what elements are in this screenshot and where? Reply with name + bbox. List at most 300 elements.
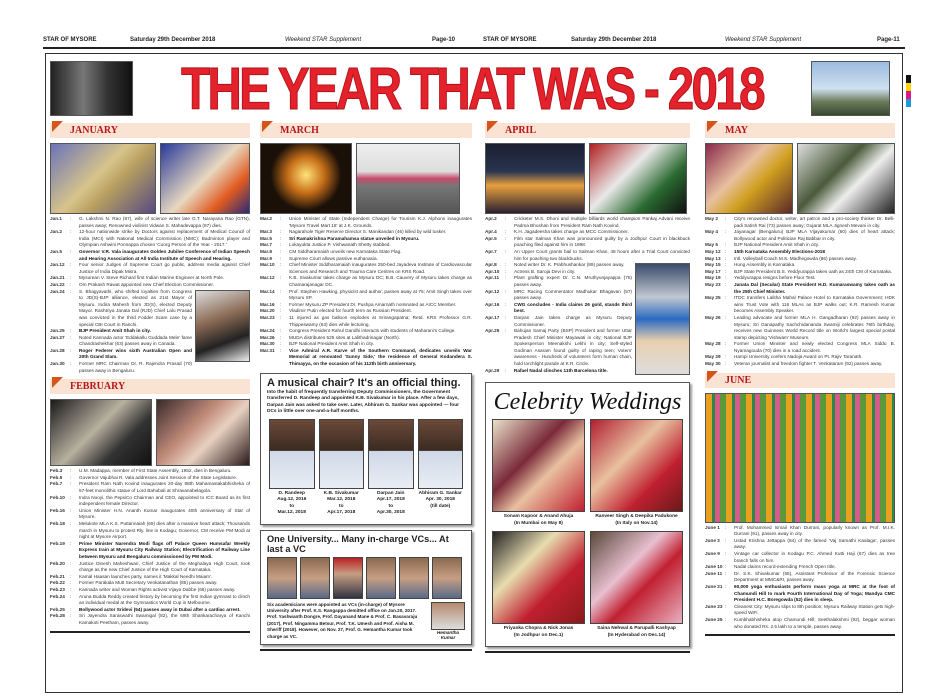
separator: : <box>725 551 727 557</box>
timeline-entry <box>705 525 895 538</box>
entry-date: Mar.24 <box>260 328 275 334</box>
couple-names: Sonam Kapoor & Anand Ahuja <box>503 514 574 520</box>
entry-date: Apr.10 <box>485 268 500 274</box>
separator: : <box>70 281 72 287</box>
paper-name: STAR OF MYSORE <box>43 37 97 43</box>
entry-date: Mar.10 <box>260 262 275 268</box>
dc-card <box>269 419 315 517</box>
flag-icon <box>52 377 63 388</box>
entry-date: May 30 <box>705 361 721 367</box>
musical-chair-box <box>260 373 472 525</box>
entry-text: Kamal Haasan launches party, names it 'Makkal Needhi Maiam'. <box>79 573 213 579</box>
entry-date: Feb.3 <box>50 468 63 474</box>
timeline-entry <box>705 256 895 263</box>
entry-text: Dr. S.K. Shivakumar (55), Assistant Professor of the Forensic Science Department at MMC&RI, passes away. <box>734 570 895 583</box>
separator: : <box>70 468 72 474</box>
entry-date: Mar.30 <box>260 341 275 347</box>
timeline-entry <box>50 475 250 482</box>
entry-text: Yeddyurappa resigns before Floor Test. <box>734 275 816 281</box>
timeline-entry <box>50 216 250 229</box>
separator: : <box>505 248 507 254</box>
separator: : <box>725 616 727 622</box>
month-label: JUNE <box>725 374 752 386</box>
vc-photo-hemantha <box>431 602 465 630</box>
box-title: Celebrity Weddings <box>493 389 682 416</box>
entry-text: MUDA distributes 525 sites at Lalithadrinagar (North). <box>289 334 400 340</box>
may-entries <box>705 216 895 368</box>
separator: : <box>725 537 727 543</box>
entry-text: Governor V.R. Vala inaugurates Golden Jubilee Conference of Indian Speech and Hearing Association at All India Institute of Speech and Hearing. <box>79 248 250 261</box>
flag-icon <box>487 121 498 132</box>
wedding-card <box>590 419 683 527</box>
wedding-card <box>590 531 683 639</box>
timeline-entry <box>50 328 192 335</box>
entry-text: Kannada writer and Woman Rights activist Vijaya Dabbe (66) passes away. <box>79 586 236 592</box>
timeline-entry <box>260 242 472 249</box>
entry-text: Leading advocate and former MLA H. Gangadharan (92) passes away in Mysuru; Sri Ganapathy Sachchidananda Swamiji celebrates 76th birthday, receives new Guinness World Record title on World's largest special postal stamp depicting 'Vishwam' Museum. <box>734 314 895 340</box>
may-photo-2 <box>797 143 895 214</box>
separator: : <box>725 281 727 287</box>
registration-mark <box>906 99 911 107</box>
separator: : <box>280 288 282 294</box>
separator: : <box>280 235 282 241</box>
may-photo-1 <box>705 143 793 214</box>
timeline-entry <box>50 275 250 282</box>
entry-date: May 28 <box>705 341 721 347</box>
separator: : <box>725 341 727 347</box>
timeline-entry <box>705 571 895 584</box>
timeline-entry <box>485 216 690 229</box>
timeline-entry <box>705 361 895 368</box>
header-rule <box>43 47 905 49</box>
entry-date: Jan.30 <box>50 361 65 367</box>
dc-to: (till date) <box>430 503 451 509</box>
separator: : <box>725 275 727 281</box>
entry-text: Noted writer Dr. K. Prabhushankar (89) passes away. <box>514 262 625 268</box>
timeline-entry <box>50 508 250 521</box>
separator: : <box>70 328 72 334</box>
entry-date: Jan.12 <box>50 262 65 268</box>
separator: : <box>70 347 72 353</box>
couple-photo <box>590 419 683 512</box>
entry-date: June 10 <box>705 564 723 570</box>
entry-text: MRC Racing Commentator Madhukar Bhagavan (57) passes away. <box>514 288 632 301</box>
box-body: Into the habit of frequently transferring Deputy Commissioners, the Government transferred D. Randeep and appointed K.B. Sivakumar in his place. After a few days, Darpan Jain was asked to take over. Later, Abhiram G. Sankar was appointed — four DCs in little over one-and-a-half months. <box>267 389 460 415</box>
timeline-entry <box>260 315 472 328</box>
entry-date: Jan.1 <box>50 216 62 221</box>
entry-text: S. Bhagyavathi, who shifted loyalties from Congress to JD(S)-BJP alliance, elected as 21st Mayor of Mysuru. Indira Mahesh from JD(S), elected Deputy Mayor. Rashtriya Janata Dal (RJD) Chief Lalu Prasad was convicted in the third Fodder Scam case by a special CBI Court in Ranchi. <box>79 288 192 327</box>
entry-date: Apr.8 <box>485 262 497 268</box>
entry-text: Governor Vajubhai R. Vala addresses Joint Session of the State Legislature. <box>79 474 237 480</box>
dc-card <box>368 419 414 517</box>
entry-date: Mar.16 <box>260 301 275 307</box>
timeline-entry <box>705 216 895 229</box>
entry-text: Congress President Rahul Gandhi interacts with students of Maharani's College. <box>289 328 456 334</box>
separator: : <box>505 301 507 307</box>
university-box <box>260 530 472 645</box>
timeline-entry <box>705 315 895 341</box>
entry-date: Mar.14 <box>260 288 275 294</box>
entry-date: May 13 <box>705 255 721 261</box>
entry-text: Nagarahole Tiger Reserve Director S. Manikandan (46) killed by wild tusker. <box>289 229 447 235</box>
timeline-entry <box>485 229 690 236</box>
entry-text: 15th Karnataka Assembly Elections-2018 <box>734 248 826 254</box>
timeline-entry <box>260 249 472 256</box>
separator: : <box>725 570 727 576</box>
column-may-june <box>705 123 895 636</box>
entry-text: Justice Dinesh Maheshwari, Chief Justice of the Meghalaya High Court, took charge as the new Chief Justice of the High Court of Karnataka. <box>79 560 250 573</box>
timeline-entry <box>50 613 250 626</box>
entry-text: Film star Salman Khan was pronounced guilty by a Jodhpur Court in blackbuck poaching filed against him in 1998. <box>514 235 690 248</box>
february-photo-2 <box>156 399 250 466</box>
april-photo-1 <box>485 143 585 214</box>
timeline-entry <box>705 564 895 571</box>
separator: : <box>505 328 507 334</box>
separator: : <box>505 216 507 221</box>
timeline-entry <box>260 229 472 236</box>
separator: : <box>280 347 282 353</box>
timeline-entry <box>50 587 250 594</box>
separator: : <box>70 216 72 221</box>
bottom-rule <box>260 649 472 651</box>
timeline-entry <box>50 249 250 262</box>
entry-date: Apr.2 <box>485 216 497 221</box>
timeline-entry <box>50 335 192 348</box>
separator: : <box>505 367 507 373</box>
separator: : <box>70 248 72 254</box>
timeline-entry <box>260 275 472 288</box>
separator: : <box>70 507 72 513</box>
month-header-june <box>705 373 895 388</box>
entry-date: Jan.21 <box>50 275 65 281</box>
entry-text: Vice Admiral A.R. Karve of the Southern Command, dedicates unveils War Memorial at renovated 'Sunny Side,' the residence of General Kodandera S. Thimayya, on the occasion of his 112th birth anniversary. <box>289 347 472 367</box>
timeline-entry <box>705 282 895 295</box>
separator: : <box>70 606 72 612</box>
entry-date: Feb.28 <box>50 613 65 619</box>
separator: : <box>280 308 282 314</box>
flag-icon <box>52 121 63 132</box>
timeline-entry <box>260 262 472 275</box>
entry-text: Melukote MLA K.S. Puttannaiah (69) dies after a massive heart attack; Thousands march in Mysuru to protest Rly. line in Kodagu; Governor, CM receive PM Modi at night at Mysore Airport. <box>79 521 250 540</box>
entry-date: Jan.2 <box>50 229 62 235</box>
entry-text: Supreme Court allows passive euthanasia. <box>289 255 378 261</box>
nadal-photo <box>635 263 690 375</box>
flag-icon <box>262 121 273 132</box>
separator: : <box>505 275 507 281</box>
timeline-entry <box>50 348 192 361</box>
entry-text: BJP National President Amit Shah in city. <box>289 341 375 347</box>
title-photo-right <box>811 61 890 116</box>
entry-date: Feb.25 <box>50 606 65 612</box>
timeline-entry <box>50 521 250 541</box>
column-march <box>260 123 472 651</box>
timeline-entry <box>260 302 472 309</box>
entry-date: Mar.7 <box>260 242 272 248</box>
separator: : <box>70 540 72 546</box>
entry-date: Mar.5 <box>260 235 272 241</box>
bottom-rule <box>485 651 690 653</box>
entry-text: Four senior Judges of Supreme Court go public, address media against Chief Justice of India Dipak Misra. <box>79 262 250 274</box>
timeline-entry <box>705 584 895 604</box>
entry-text: Lokayukta Justice P. Vishwanath Shetty stabbed. <box>289 242 391 248</box>
page-number: Page-10 <box>432 37 456 43</box>
entry-text: Vladimir Putin elected for fourth term as Russian President. <box>289 308 412 314</box>
vc-photo <box>267 557 297 599</box>
month-header-march <box>260 123 472 138</box>
january-photo-2 <box>160 143 250 214</box>
timeline-entry <box>705 604 895 617</box>
separator: : <box>70 580 72 586</box>
timeline-entry <box>50 229 250 249</box>
dc-name: Abhiram G. Sankar <box>418 490 462 496</box>
flag-icon <box>707 121 718 132</box>
vc-photo <box>399 557 429 599</box>
dc-card <box>418 419 464 517</box>
timeline-entry <box>705 341 895 354</box>
timeline-entry <box>50 468 250 475</box>
entry-date: June 21 <box>705 584 723 589</box>
dc-to: Apr.17, 2018 <box>327 510 356 516</box>
entry-text: Roger Federer wins sixth Australian Open and 20th Grand Slam. <box>79 347 192 360</box>
separator: : <box>70 593 72 599</box>
entry-text: BJP State President B.S. Yeddyurappa takes oath as 24th CM of Karnataka. <box>734 268 893 274</box>
separator: : <box>725 216 727 221</box>
dc-photo <box>418 419 464 489</box>
entry-text: Mysurean V. Steve Richard first Indian Marine Engineer at North Pole. <box>79 275 225 281</box>
separator: : <box>280 229 282 235</box>
entry-date: Mar.9 <box>260 255 272 261</box>
separator: : <box>280 242 282 248</box>
timeline-entry <box>705 617 895 630</box>
separator: : <box>70 474 72 480</box>
february-entries <box>50 468 250 626</box>
separator: : <box>725 603 727 609</box>
timeline-entry <box>260 341 472 348</box>
timeline-entry <box>50 289 192 329</box>
entry-text: Cleanest City: Mysuru slips to 8th position; Mysuru Railway Station gets high-speed WiFi. <box>734 603 895 616</box>
couple-photo <box>492 531 585 624</box>
separator: : <box>725 584 727 589</box>
bottom-rule <box>50 631 250 633</box>
entry-date: Feb.21 <box>50 573 65 579</box>
timeline-entry <box>50 495 250 508</box>
separator: : <box>725 242 727 248</box>
separator: : <box>70 262 72 268</box>
entry-date: Feb.23 <box>50 586 65 592</box>
entry-date: May 17 <box>705 268 721 274</box>
separator: : <box>70 586 72 592</box>
separator: : <box>280 334 282 340</box>
entry-text: Intl. Volleyball Coach M.S. Madhegowda (86) passes away. <box>734 255 857 261</box>
timeline-entry <box>50 580 250 587</box>
supplement-label: Weekend STAR Supplement <box>285 37 362 43</box>
entry-date: Jan.24 <box>50 288 65 294</box>
dc-to: Apr.30, 2018 <box>376 510 405 516</box>
separator: : <box>725 248 727 254</box>
couple-names: Priyanka Chopra & Nick Jonas <box>503 626 574 632</box>
entry-date: May 25 <box>705 295 721 301</box>
month-label: APRIL <box>505 125 537 136</box>
entry-date: Apr.12 <box>485 288 500 294</box>
wedding-place-date: (In Hyderabad on Dec.14) <box>607 632 666 638</box>
timeline-entry <box>705 262 895 269</box>
separator: : <box>725 229 727 235</box>
timeline-entry <box>50 262 250 275</box>
entry-text: Rafael Nadal clinches 11th Barcelona title. <box>514 367 608 373</box>
timeline-entry <box>705 354 895 361</box>
entry-text: Nadal claims record-extending French Open title. <box>734 564 836 570</box>
entry-text: Vintage car collector in Kodagu P.C. Ahmed Kutti Haji (67) dies as tree branch falls on him. <box>734 551 895 563</box>
entry-text: BJP National President Amit Shah in city. <box>734 242 820 248</box>
entry-date: Jan.27 <box>50 334 65 340</box>
timeline-entry <box>260 216 472 229</box>
month-header-february <box>50 379 250 394</box>
dc-from: Apr.17, 2018 <box>376 497 405 503</box>
separator: : <box>70 521 72 526</box>
month-label: MARCH <box>280 125 319 136</box>
timeline-entry <box>485 328 632 368</box>
entry-text: Union Minister of State (Independent Charge) for Tourism K.J. Alphons inaugurates 'Mysore Travel Mart 18' at J.K. Grounds. <box>289 216 472 228</box>
entry-date: May 4 <box>705 229 719 235</box>
dc-name: Darpan Jain <box>377 490 405 496</box>
celebrity-weddings-box <box>485 382 690 647</box>
entry-text: Prime Minister Narendra Modi flags off Palace Queen Humsafar Weekly Express train at Mysuru City Railway Station; Electrification of Railway Line between Mysuru and Bengaluru commissioned by PM Modi. <box>79 540 250 559</box>
separator: : <box>725 268 727 274</box>
march-photo-1 <box>260 143 352 214</box>
entry-text: K.H. Jagadeesha takes charge as MCC Commissioner. <box>514 229 629 235</box>
entry-date: Jan.22 <box>50 281 65 287</box>
dc-photo <box>319 419 365 489</box>
timeline-entry <box>50 361 192 374</box>
entry-date: Mar.12 <box>260 275 275 281</box>
separator: : <box>725 255 727 261</box>
entry-text: G. Lakshmi N. Rao (87), wife of science writer late G.T. Narayana Rao (GTN), passes away; Renowned violinist Vidwan S. Mahadevappa (87) dies. <box>79 216 250 228</box>
entry-text: Prof. Mohammed Ismail Khan Durrani, popularly known as Prof. M.I.K. Durrani (91), passes away in city. <box>734 524 895 537</box>
entry-text: U.M. Madappa, member of First State Assembly, 1952, dies in Bengaluru. <box>79 468 232 474</box>
entry-date: Jan.28 <box>50 347 65 353</box>
vc-photo <box>366 557 396 599</box>
entry-text: Noted Kannada actor 'Eddakallu Guddada Mele' fame Chandrashekhar (63) passes away in Canada. <box>79 334 192 347</box>
timeline-entry <box>705 295 895 315</box>
timeline-entry <box>260 348 472 368</box>
entry-date: Feb.19 <box>50 540 65 546</box>
separator: : <box>280 255 282 261</box>
column-january-february <box>50 123 250 633</box>
entry-date: Mar.20 <box>260 308 275 314</box>
timeline-entry <box>50 541 250 561</box>
federer-photo <box>195 290 250 362</box>
entry-date: Apr.16 <box>485 301 500 307</box>
dc-from: Aug.12, 2016 <box>277 497 307 503</box>
timeline-entry <box>705 242 895 249</box>
separator: : <box>70 613 72 619</box>
separator: : <box>70 288 72 294</box>
separator: : <box>70 229 72 235</box>
entry-date: Apr.25 <box>485 328 500 334</box>
entry-text: President Ram Nath Kovind inaugurates 20-day 88th Mahamastakabhisheka of 57-feet monolithic statue of Lord Bahubali at Shravanabelagola. <box>79 481 250 494</box>
timeline-entry <box>50 607 250 614</box>
entry-text: Om Prakash Rawat appointed new Chief Election Commissioner. <box>79 281 214 287</box>
separator: : <box>725 295 727 301</box>
box-title: One University... Many in-charge VCs... At last a VC <box>267 533 449 554</box>
entry-date: Feb.20 <box>50 560 65 566</box>
timeline-entry <box>705 275 895 282</box>
dc-card <box>319 419 365 517</box>
entry-date: June 1 <box>705 524 720 530</box>
bottom-rule <box>705 634 895 636</box>
entry-text: Bollywood actor Sridevi (54) passes away in Dubai after a cardiac arrest. <box>79 606 241 612</box>
dc-photo <box>368 419 414 489</box>
couple-names: Ranveer Singh & Deepika Padukone <box>595 514 678 520</box>
april-photo-2 <box>589 143 687 214</box>
separator: : <box>505 235 507 241</box>
dc-photo <box>269 419 315 489</box>
vc-photo <box>432 557 462 599</box>
timeline-entry <box>260 256 472 263</box>
entry-date: Feb.5 <box>50 474 63 480</box>
entry-date: Feb.7 <box>50 481 63 487</box>
wedding-card <box>492 531 585 639</box>
vc-photo <box>300 557 330 599</box>
dc-to-word: to <box>338 503 344 509</box>
timeline-entry <box>50 574 250 581</box>
page-title: THE YEAR THAT WAS - 2018 <box>181 55 763 122</box>
entry-text: Sri Ramakrishna Paramahamsa statue unveiled in Mysuru. <box>289 235 420 241</box>
month-label: FEBRUARY <box>70 381 126 393</box>
june-entries <box>705 525 895 631</box>
entry-text: Hung Assembly in Karnataka. <box>734 262 796 268</box>
wedding-place-date: (In Jodhpur on Dec.1) <box>513 632 564 638</box>
dc-name: D. Randeep <box>278 490 305 496</box>
paper-name: STAR OF MYSORE <box>483 37 537 43</box>
timeline-entry <box>50 594 250 607</box>
entry-date: May 26 <box>705 314 721 320</box>
timeline-entry <box>50 481 250 494</box>
april-entries <box>485 216 690 377</box>
separator: : <box>725 262 727 268</box>
separator: : <box>280 248 282 254</box>
entry-text: Former Parakala Mutt Secretary Venkatanathan (85) passes away. <box>79 580 218 586</box>
entry-text: ITDC transfers Lalitha Mahal Palace Hotel to Karnataka Government; HDK wins Trust Vote with 116 MLAs as BJP walks out; K.R. Ramesh Kumar becomes Assembly Speaker. <box>734 295 895 314</box>
entry-text: CM Siddharamaiah unveils new Karnataka State Flag. <box>289 248 402 254</box>
page-number: Page-11 <box>877 37 900 43</box>
entry-date: May 5 <box>705 242 719 248</box>
entry-date: Mar.2 <box>260 216 272 221</box>
entry-text: Aruna Budda Reddy created history by becoming the first Indian gymnast to clinch an individual medal at the Gymnastics World Cup in Melbourne. <box>79 593 250 606</box>
timeline-entry <box>485 315 632 328</box>
entry-text: CWG concludes - India claims 26 gold, stands third best. <box>514 301 632 314</box>
february-photo-1 <box>50 399 152 466</box>
entry-text: Former Union Minister and newly elected Congress MLA Siddu B. Nyamagouda (70) dies in a road accident. <box>734 341 895 353</box>
entry-date: May 12 <box>705 248 721 254</box>
entry-text: Bahujan Samaj Party (BSP) President and former Uttar Pradesh Chief Minister Mayawati in city; National BJP Spokesperson Meenakshi Lekhi in city; Self-styled Godman Asaram found guilty of raping teen; Voters' awareness - Hundreds of volunteers form human chain, hold torchlight parade at K.R. Circle. <box>514 328 632 367</box>
entry-text: Veteran journalist and freedom fighter T. Venkataram (92) passes away. <box>734 361 883 367</box>
separator: : <box>70 560 72 566</box>
entry-date: June 23 <box>705 603 723 609</box>
separator: : <box>505 229 507 235</box>
timeline-entry <box>485 302 632 315</box>
entry-text: City's renowned doctor, writer, art patron and a pro-society thinker Dr. Belli-padi Satish Rai (73) passes away; Gujarat MLA Jignesh Mevani in city. <box>734 216 895 228</box>
entry-date: Jan.25 <box>50 328 65 334</box>
couple-photo <box>492 419 585 512</box>
entry-date: Mar.26 <box>260 334 275 340</box>
entry-date: Apr.11 <box>485 275 500 281</box>
entry-text: Janata Dal (Secular) State President H.D. Kumaraswamy takes oath as the 25th Chief Minister. <box>734 281 895 294</box>
timeline-entry <box>705 269 895 276</box>
entry-date: June 25 <box>705 616 723 622</box>
separator: : <box>70 334 72 340</box>
entry-text: Former Mysuru ZP President Dr. Pushpa Amarnath nominated as AICC Member. <box>289 301 457 307</box>
